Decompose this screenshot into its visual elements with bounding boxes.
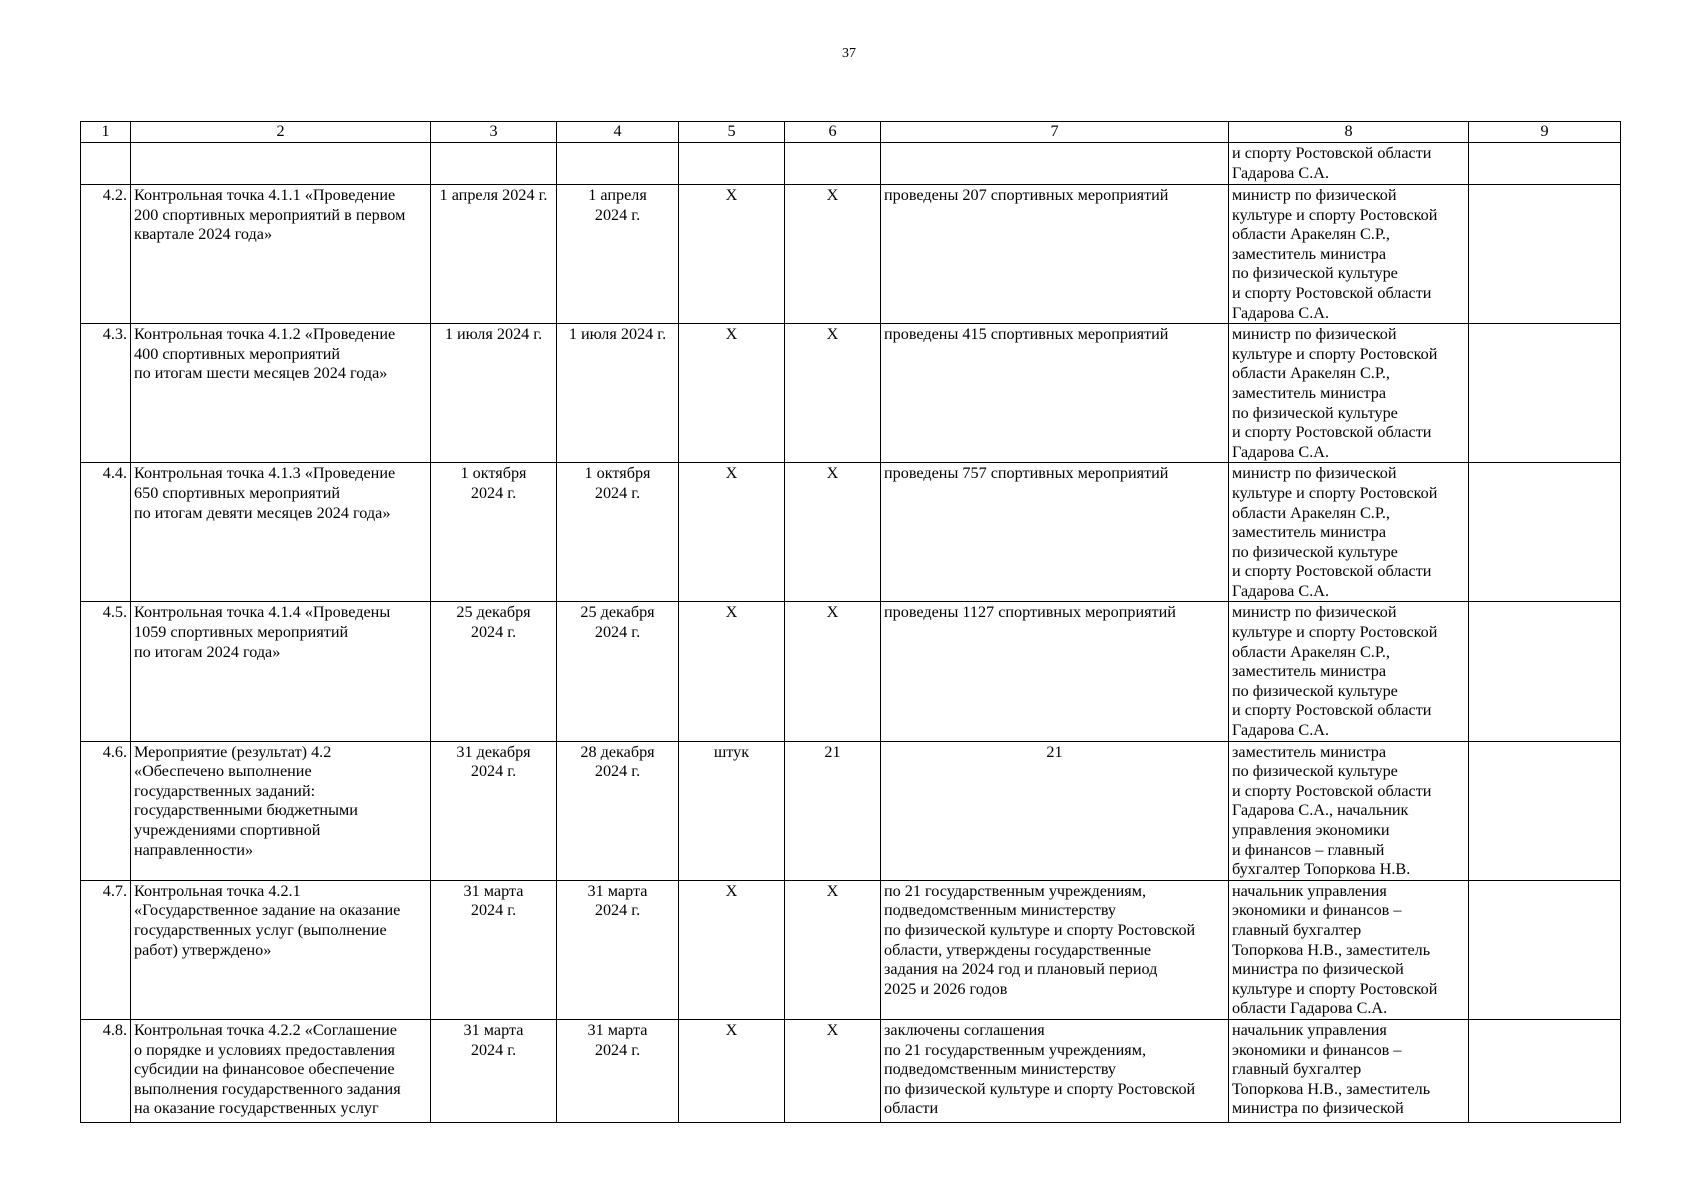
result: проведены 757 спортивных мероприятий	[881, 463, 1229, 602]
item-name: Мероприятие (результат) 4.2 «Обеспечено выполнение государственных заданий: государственными бюджетными учреждениями спортивной направленности»	[131, 741, 431, 880]
responsible-cell: министр по физической культуре и спорту Ростовской области Аракелян С.Р., заместитель министра по физической культуре и спорту Ростовской области Гадарова С.А.	[1229, 602, 1469, 741]
row-number: 4.7.	[81, 880, 131, 1019]
responsible-cell: начальник управления экономики и финансов – главный бухгалтер Топоркова Н.В., заместитель министра по физической культуре и спорту Ростовской области Гадарова С.А.	[1229, 880, 1469, 1019]
plan-date: 1 апреля 2024 г.	[431, 185, 557, 324]
item-name: Контрольная точка 4.2.2 «Соглашение о порядке и условиях предоставления субсидии на финансовое обеспечение выполнения государственного задания на оказание государственных услуг	[131, 1019, 431, 1122]
column-header: 3	[431, 122, 557, 143]
plan-date: 1 июля 2024 г.	[431, 324, 557, 463]
plan-value: Х	[785, 463, 881, 602]
plan-value: Х	[785, 1019, 881, 1122]
result: проведены 415 спортивных мероприятий	[881, 324, 1229, 463]
column-header: 5	[679, 122, 785, 143]
column-header: 9	[1469, 122, 1621, 143]
row-number: 4.2.	[81, 185, 131, 324]
column-header: 7	[881, 122, 1229, 143]
plan-date: 1 октября 2024 г.	[431, 463, 557, 602]
note	[1469, 741, 1621, 880]
responsible-cell: министр по физической культуре и спорту Ростовской области Аракелян С.Р., заместитель министра по физической культуре и спорту Ростовской области Гадарова С.А.	[1229, 185, 1469, 324]
responsible-cell: министр по физической культуре и спорту Ростовской области Аракелян С.Р., заместитель министра по физической культуре и спорту Ростовской области Гадарова С.А.	[1229, 463, 1469, 602]
note	[1469, 463, 1621, 602]
note	[1469, 602, 1621, 741]
unit: Х	[679, 463, 785, 602]
column-header: 6	[785, 122, 881, 143]
fact-date: 25 декабря 2024 г.	[557, 602, 679, 741]
note	[1469, 185, 1621, 324]
table-header-row	[81, 122, 1621, 143]
row-number: 4.3.	[81, 324, 131, 463]
fact-date: 1 июля 2024 г.	[557, 324, 679, 463]
column-header: 1	[81, 122, 131, 143]
row-number: 4.4.	[81, 463, 131, 602]
item-name: Контрольная точка 4.1.4 «Проведены 1059 спортивных мероприятий по итогам 2024 года»	[131, 602, 431, 741]
unit: Х	[679, 324, 785, 463]
plan-value: Х	[785, 602, 881, 741]
result: заключены соглашения по 21 государственным учреждениям, подведомственным министерству по физической культуре и спорту Ростовской области	[881, 1019, 1229, 1122]
column-header: 2	[131, 122, 431, 143]
unit: Х	[679, 1019, 785, 1122]
row-number: 4.8.	[81, 1019, 131, 1122]
responsible-cell: и спорту Ростовской области Гадарова С.А.	[1229, 143, 1469, 185]
table-row-continuation	[81, 143, 1621, 185]
responsible-cell: министр по физической культуре и спорту Ростовской области Аракелян С.Р., заместитель министра по физической культуре и спорту Ростовской области Гадарова С.А.	[1229, 324, 1469, 463]
fact-date: 28 декабря 2024 г.	[557, 741, 679, 880]
responsible-cell: начальник управления экономики и финансов – главный бухгалтер Топоркова Н.В., заместитель министра по физической	[1229, 1019, 1469, 1122]
plan-date: 31 марта 2024 г.	[431, 1019, 557, 1122]
unit: Х	[679, 602, 785, 741]
item-name: Контрольная точка 4.1.1 «Проведение 200 спортивных мероприятий в первом квартале 2024 года»	[131, 185, 431, 324]
fact-date: 31 марта 2024 г.	[557, 1019, 679, 1122]
plan-value: 21	[785, 741, 881, 880]
fact-date: 1 апреля 2024 г.	[557, 185, 679, 324]
unit: Х	[679, 185, 785, 324]
result: проведены 1127 спортивных мероприятий	[881, 602, 1229, 741]
unit: штук	[679, 741, 785, 880]
page-number: 37	[842, 46, 856, 61]
table-row	[81, 324, 1621, 463]
unit: Х	[679, 880, 785, 1019]
plan-value: Х	[785, 185, 881, 324]
plan-value: Х	[785, 324, 881, 463]
result: проведены 207 спортивных мероприятий	[881, 185, 1229, 324]
column-header: 4	[557, 122, 679, 143]
result: по 21 государственным учреждениям, подведомственным министерству по физической культуре и спорту Ростовской области, утверждены государственные задания на 2024 год и плановый период 2025 и 2026 годов	[881, 880, 1229, 1019]
plan-date: 31 декабря 2024 г.	[431, 741, 557, 880]
table-row	[81, 741, 1621, 880]
fact-date: 1 октября 2024 г.	[557, 463, 679, 602]
plan-value: Х	[785, 880, 881, 1019]
result: 21	[881, 741, 1229, 880]
responsible-cell: заместитель министра по физической культуре и спорту Ростовской области Гадарова С.А., начальник управления экономики и финансов – главный бухгалтер Топоркова Н.В.	[1229, 741, 1469, 880]
table-row	[81, 602, 1621, 741]
item-name: Контрольная точка 4.2.1 «Государственное задание на оказание государственных услуг (выполнение работ) утверждено»	[131, 880, 431, 1019]
fact-date: 31 марта 2024 г.	[557, 880, 679, 1019]
row-number: 4.5.	[81, 602, 131, 741]
item-name: Контрольная точка 4.1.3 «Проведение 650 спортивных мероприятий по итогам девяти месяцев 2024 года»	[131, 463, 431, 602]
plan-date: 25 декабря 2024 г.	[431, 602, 557, 741]
column-header: 8	[1229, 122, 1469, 143]
row-number: 4.6.	[81, 741, 131, 880]
table-row	[81, 1019, 1621, 1122]
table-row	[81, 185, 1621, 324]
note	[1469, 1019, 1621, 1122]
note	[1469, 324, 1621, 463]
plan-date: 31 марта 2024 г.	[431, 880, 557, 1019]
table-row	[81, 463, 1621, 602]
table-row	[81, 880, 1621, 1019]
report-table	[80, 121, 1621, 1123]
item-name: Контрольная точка 4.1.2 «Проведение 400 спортивных мероприятий по итогам шести месяцев 2024 года»	[131, 324, 431, 463]
note	[1469, 880, 1621, 1019]
